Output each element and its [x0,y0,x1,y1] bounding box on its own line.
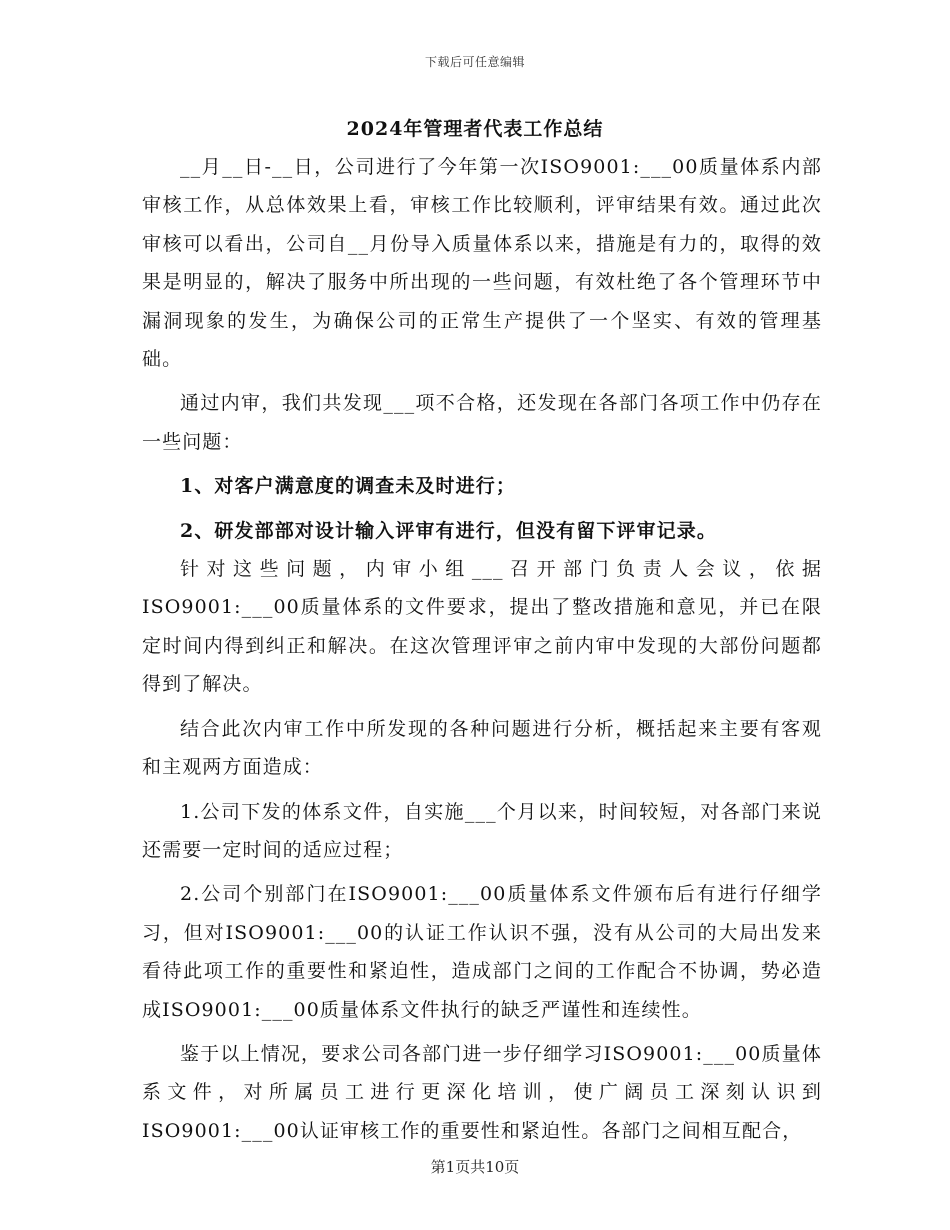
cause-item-1: 1.公司下发的体系文件，自实施___个月以来，时间较短，对各部门来说还需要一定时间的适应过程； [142,800,822,861]
paragraph-findings-intro: 通过内审，我们共发现___项不合格，还发现在各部门各项工作中仍存在一些问题： [142,392,822,453]
cause-item-2: 2.公司个别部门在ISO9001:___00质量体系文件颁布后有进行仔细学习，但对ISO9001:___00的认证工作认识不强，没有从公司的大局出发来看待此项工作的重要性和紧迫性，造成部门之间的工作配合不协调，势必造成ISO9001:___00质量体系文件执行的缺乏严谨性和连续性。 [142,883,822,1021]
paragraph-corrective-actions: 针对这些问题，内审小组___召开部门负责人会议，依据ISO9001:___00质量体系的文件要求，提出了整改措施和意见，并已在限定时间内得到纠正和解决。在这次管理评审之前内审中发现的大部份问题都得到了解决。 [142,558,822,696]
document-body [142,148,822,1150]
paragraph-cause-analysis: 结合此次内审工作中所发现的各种问题进行分析，概括起来主要有客观和主观两方面造成： [142,717,822,779]
paragraph-audit-summary: __月__日-__日，公司进行了今年第一次ISO9001:___00质量体系内部审核工作，从总体效果上看，审核工作比较顺利，评审结果有效。通过此次审核可以看出，公司自__月份导入质量体系以来，措施是有力的，取得的效果是明显的，解决了服务中所出现的一些问题，有效杜绝了各个管理环节中漏洞现象的发生，为确保公司的正常生产提供了一个坚实、有效的管理基础。 [142,156,822,371]
finding-item-2: 2、研发部部对设计输入评审有进行，但没有留下评审记录。 [180,519,717,542]
page-header-note: 下载后可任意编辑 [424,55,525,69]
page-number: 第1页共10页 [430,1158,520,1176]
paragraph-requirements: 鉴于以上情况，要求公司各部门进一步仔细学习ISO9001:___00质量体系文件，对所属员工进行更深化培训，使广阔员工深刻认识到ISO9001:___00认证审核工作的重要性和紧迫性。各部门之间相互配合， [142,1042,822,1142]
document-title: 2024年管理者代表工作总结 [346,118,604,140]
finding-item-1: 1、对客户满意度的调查未及时进行； [180,475,516,498]
